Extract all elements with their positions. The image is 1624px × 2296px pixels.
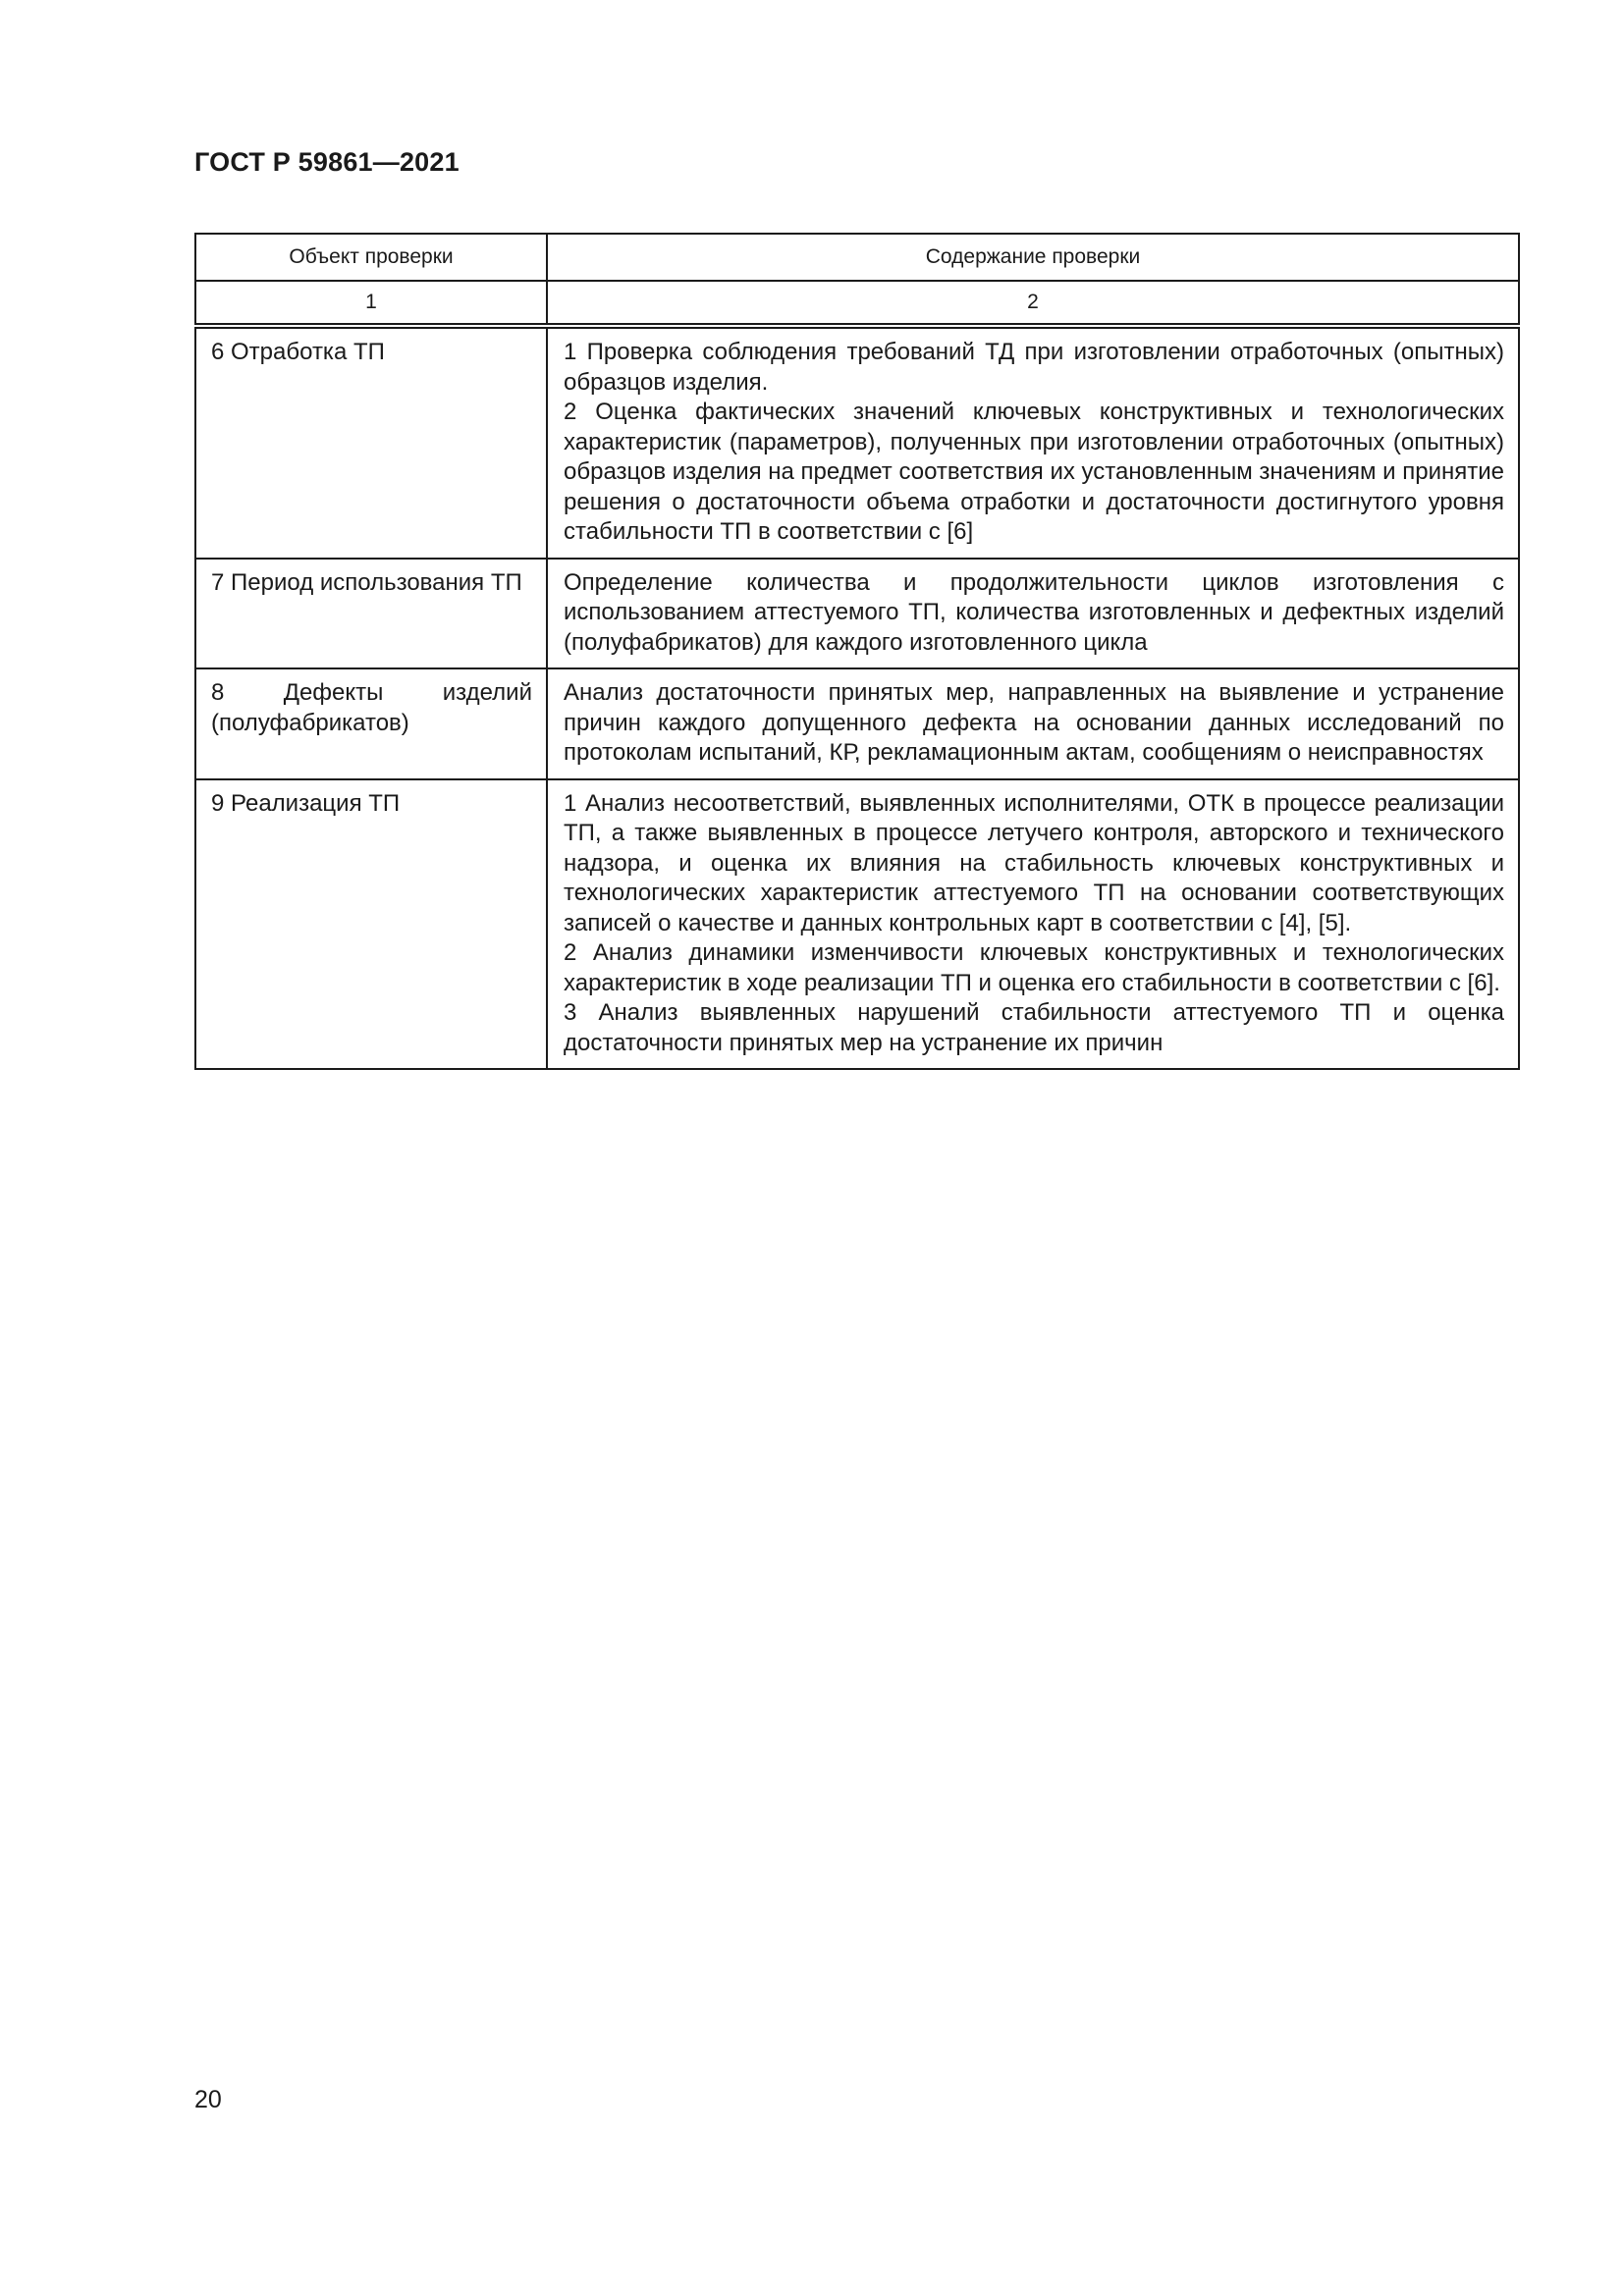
inspection-table — [194, 233, 1520, 1070]
content-paragraph: Анализ достаточности принятых мер, направленных на выявление и устранение причин каждого допущенного дефекта на основании данных исследований по протоколам испытаний, КР, рекламационным актам, сообщениям о неисправностях — [564, 679, 1504, 766]
row-object: 9 Реализация ТП — [195, 779, 547, 1070]
column-number-row — [195, 281, 1519, 326]
table-row — [195, 326, 1519, 559]
content-paragraph: 1 Анализ несоответствий, выявленных исполнителями, ОТК в процессе реализации ТП, а также выявленных в процессе летучего контроля, авторского и технического надзора, и оценка их влияния на стабильность ключевых конструктивных и технологических характеристик аттестуемого ТП на основании соответствующих записей о качестве и данных контрольных карт в соответствии с [4], [5]. — [564, 789, 1504, 936]
content-paragraph: Определение количества и продолжительности циклов изготовления с использованием аттестуемого ТП, количества изготовленных и дефектных изделий (полуфабрикатов) для каждого изготовленного цикла — [564, 568, 1504, 656]
row-content — [547, 779, 1519, 1070]
column-number-2: 2 — [547, 281, 1519, 326]
row-content — [547, 326, 1519, 559]
table-header-row — [195, 234, 1519, 281]
column-number-1: 1 — [195, 281, 547, 326]
document-code: ГОСТ Р 59861—2021 — [194, 147, 460, 177]
row-content — [547, 559, 1519, 669]
content-paragraph: 2 Оценка фактических значений ключевых конструктивных и технологических характеристик (параметров), полученных при изготовлении отработочных (опытных) образцов изделия на предмет соответствия их установленным значениям и принятие решения о достаточности объема отработки и достаточности достигнутого уровня стабильности ТП в соответствии с [6] — [564, 399, 1504, 545]
table-row — [195, 559, 1519, 669]
page-number: 20 — [194, 2086, 222, 2113]
row-content — [547, 668, 1519, 779]
table-row — [195, 668, 1519, 779]
row-object: 6 Отработка ТП — [195, 326, 547, 559]
content-paragraph: 1 Проверка соблюдения требований ТД при изготовлении отработочных (опытных) образцов изделия. — [564, 339, 1504, 396]
column-header-object: Объект проверки — [195, 234, 547, 281]
content-paragraph: 2 Анализ динамики изменчивости ключевых конструктивных и технологических характеристик в ходе реализации ТП и оценка его стабильности в соответствии с [6]. — [564, 939, 1504, 996]
column-header-content: Содержание проверки — [547, 234, 1519, 281]
content-paragraph: 3 Анализ выявленных нарушений стабильности аттестуемого ТП и оценка достаточности принятых мер на устранение их причин — [564, 999, 1504, 1056]
row-object: 7 Период использования ТП — [195, 559, 547, 669]
row-object: 8 Дефекты изделий (полуфабрикатов) — [195, 668, 547, 779]
table-row — [195, 779, 1519, 1070]
